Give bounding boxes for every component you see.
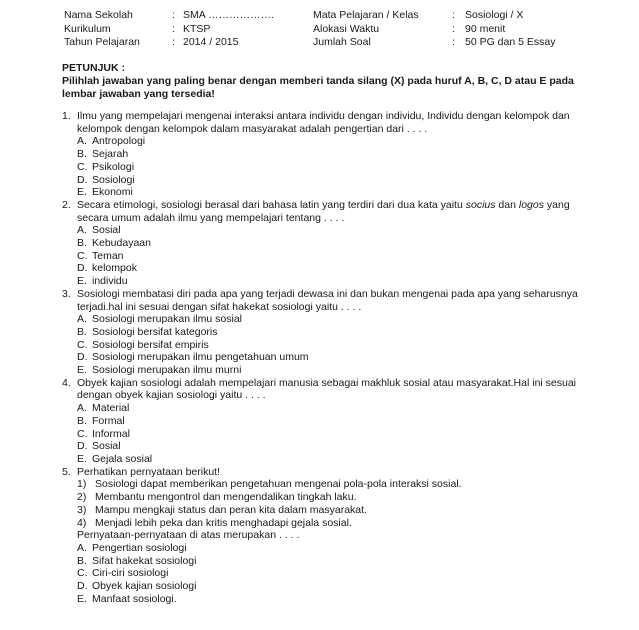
question-1-options	[62, 135, 582, 199]
option-c[interactable]: C. Psikologi	[77, 160, 135, 173]
option-a[interactable]: A. Sosiologi merupakan ilmu sosial	[77, 313, 242, 326]
option-a[interactable]: A. Material	[77, 402, 130, 415]
question-number: 3.	[62, 287, 71, 300]
option-c[interactable]: C. Sosiologi bersifat empiris	[77, 338, 209, 351]
question-text: Obyek kajian sosiologi adalah mempelajari manusia sebagai makhluk sosial atau masyarakat.Hal ini sesuai dengan obyek kajian sosiologi yaitu . . . .	[77, 376, 577, 402]
question-2-options	[62, 224, 582, 288]
option-b[interactable]: B. Sosiologi bersifat kategoris	[77, 325, 218, 338]
option-d[interactable]: D. Sosial	[77, 440, 121, 453]
header-right-colons: : : :	[452, 9, 455, 48]
header-right-labels	[313, 9, 419, 50]
option-e[interactable]: E. Gejala sosial	[77, 452, 153, 465]
option-b[interactable]: B. Sejarah	[77, 148, 129, 161]
question-2	[62, 199, 582, 224]
curriculum-label: Kurikulum	[64, 22, 111, 35]
question-text: Secara etimologi, sosiologi berasal dari bahasa latin yang terdiri dari dua kata yaitu socius dan logos yang secara umum adalah ilmu yang mempelajari tentang . . . .	[77, 198, 570, 224]
school-name-label: Nama Sekolah	[64, 9, 133, 21]
header-left-colons: : : :	[172, 9, 175, 48]
option-a[interactable]: A. Antropologi	[77, 135, 146, 148]
question-5	[62, 466, 582, 479]
question-text: Perhatikan pernyataan berikut!	[77, 465, 221, 478]
question-count-value: 50 PG dan 5 Essay	[465, 36, 556, 48]
option-c[interactable]: C. Teman	[77, 249, 124, 262]
question-number: 5.	[62, 465, 71, 478]
option-d[interactable]: D. kelompok	[77, 262, 137, 275]
instructions-title: PETUNJUK :	[62, 62, 126, 74]
header-left-labels	[64, 9, 140, 50]
option-b[interactable]: B. Sifat hakekat sosiologi	[77, 554, 197, 567]
question-4	[62, 377, 582, 402]
statement-3: 3) Mampu mengkaji status dan peran kita dalam masyarakat.	[77, 503, 367, 516]
option-b[interactable]: B. Formal	[77, 414, 125, 427]
school-name-value: SMA ……………….	[183, 9, 275, 21]
option-e[interactable]: E. Ekonomi	[77, 186, 133, 199]
curriculum-value: KTSP	[183, 22, 211, 35]
subject-label: Mata Pelajaran / Kelas	[313, 9, 419, 21]
question-count-label: Jumlah Soal	[313, 36, 371, 48]
option-e[interactable]: E. Manfaat sosiologi.	[77, 592, 177, 605]
option-e[interactable]: E. Sosiologi merupakan ilmu murni	[77, 364, 242, 377]
option-d[interactable]: D. Obyek kajian sosiologi	[77, 580, 197, 593]
instructions-text: Pilihlah jawaban yang paling benar dengan memberi tanda silang (X) pada huruf A, B, C, D atau E pada lembar jawaban yang tersedia!	[62, 75, 574, 100]
option-a[interactable]: A. Pengertian sosiologi	[77, 541, 187, 554]
school-year-value: 2014 / 2015	[183, 36, 239, 48]
question-list	[62, 110, 582, 605]
header-left-values	[183, 9, 274, 50]
option-b[interactable]: B. Kebudayaan	[77, 237, 151, 250]
question-1	[62, 110, 582, 135]
question-5-statements	[62, 478, 582, 529]
statement-2: 2) Membantu mengontrol dan mengendalikan tingkah laku.	[77, 491, 357, 504]
question-5-options	[62, 542, 582, 606]
option-e[interactable]: E. individu	[77, 275, 128, 288]
statement-4: 4) Menjadi lebih peka dan kritis menghadapi gejala sosial.	[77, 516, 352, 529]
question-3-options	[62, 313, 582, 377]
statement-1: 1) Sosiologi dapat memberikan pengetahuan mengenai pola-pola interaksi sosial.	[77, 478, 462, 491]
question-text: Sosiologi membatasi diri pada apa yang terjadi dewasa ini dan bukan mengenai pada apa yang seharusnya terjadi.hal ini sesuai dengan sifat hakekat sosiologi yaitu . . . .	[77, 287, 578, 313]
question-4-options	[62, 402, 582, 466]
time-value: 90 menit	[465, 22, 506, 35]
option-c[interactable]: C. Informal	[77, 427, 130, 440]
question-number: 4.	[62, 376, 71, 389]
school-year-label: Tahun Pelajaran	[64, 36, 140, 48]
option-a[interactable]: A. Sosial	[77, 224, 121, 237]
question-text: Ilmu yang mempelajari mengenai interaksi antara individu dengan individu, Individu dengan kelompok dan kelompok dengan kelompok dalam masyarakat adalah pengertian dari . . . .	[77, 110, 570, 135]
question-5-followup: Pernyataan-pernyataan di atas merupakan . . . .	[77, 529, 300, 542]
option-c[interactable]: C. Ciri-ciri sosiologi	[77, 567, 169, 580]
header-right-values	[465, 9, 555, 50]
question-number: 2.	[62, 198, 71, 211]
question-number: 1.	[62, 110, 71, 122]
time-label: Alokasi Waktu	[313, 22, 380, 35]
option-d[interactable]: D. Sosiologi	[77, 173, 135, 186]
question-3	[62, 288, 582, 313]
option-d[interactable]: D. Sosiologi merupakan ilmu pengetahuan umum	[77, 351, 309, 364]
subject-value: Sosiologi / X	[465, 9, 524, 21]
